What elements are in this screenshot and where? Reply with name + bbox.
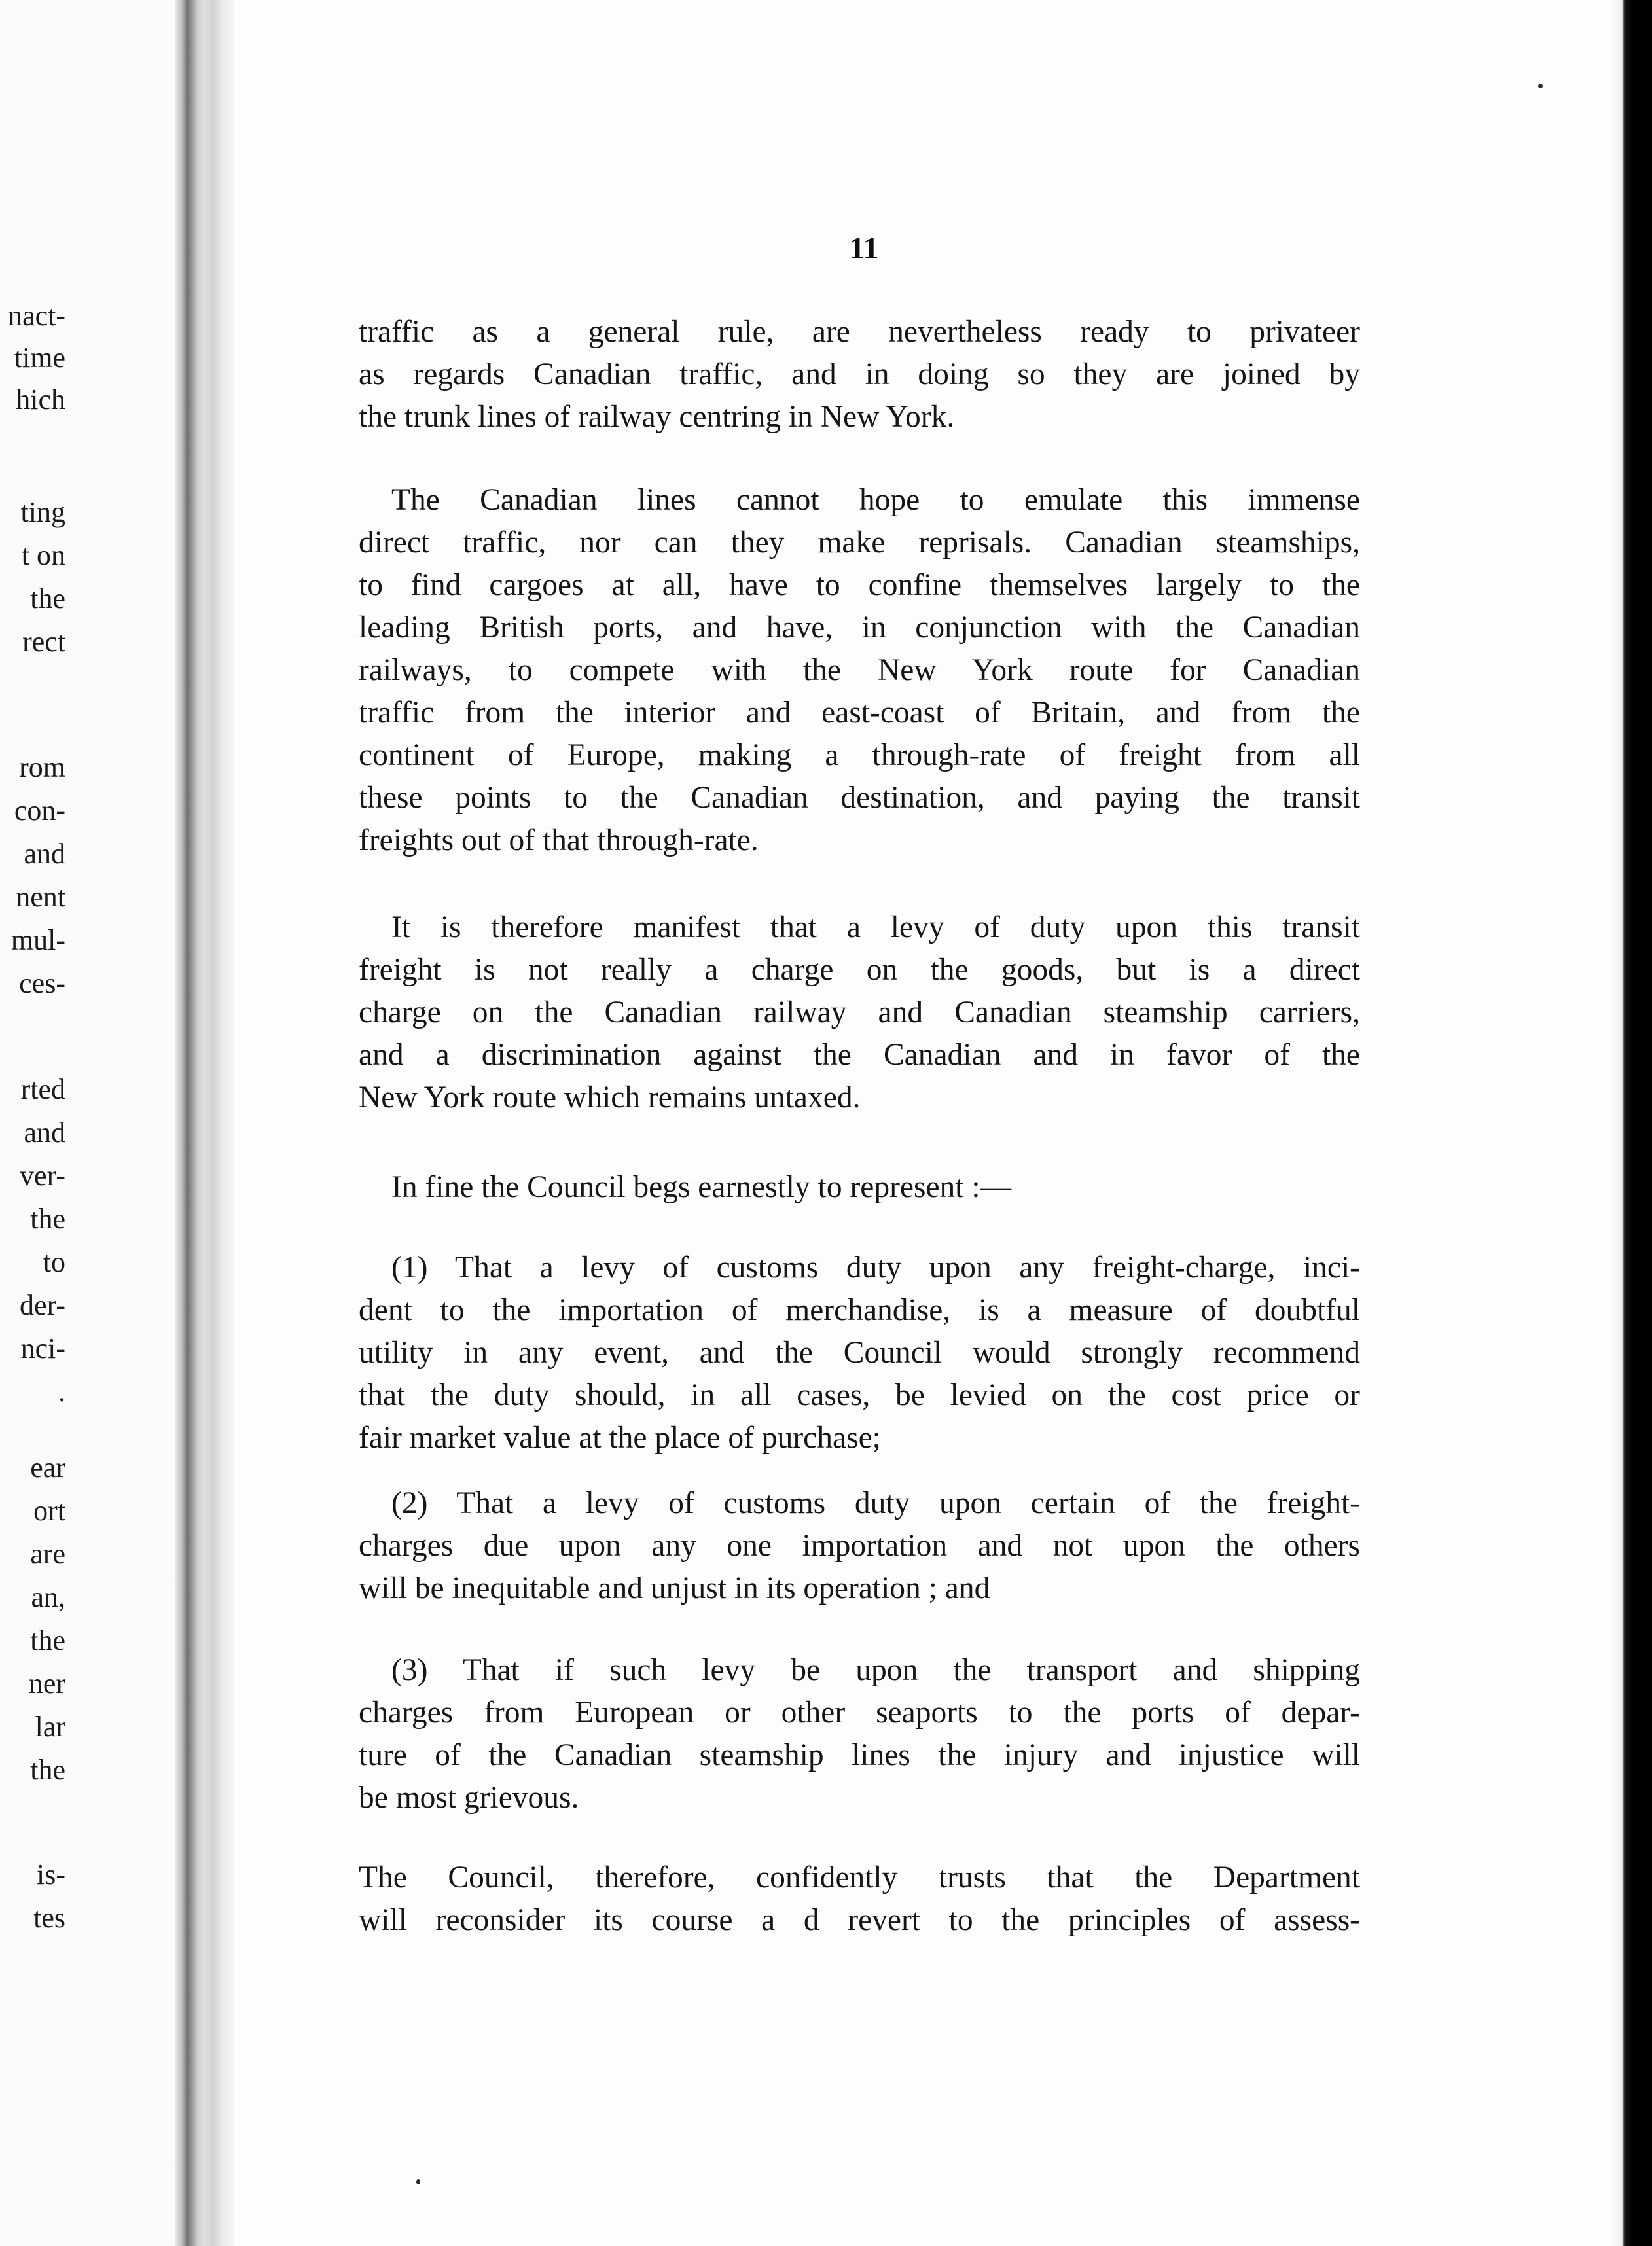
margin-fragment: are	[30, 1538, 65, 1570]
margin-fragment: ting	[20, 496, 65, 528]
facing-page-fragment	[0, 0, 191, 2246]
text-line: (2) That a levy of customs duty upon certain of the freight-	[391, 1486, 1360, 1520]
margin-fragment: the	[30, 1754, 65, 1786]
text-line: It is therefore manifest that a levy of duty upon this transit	[391, 910, 1360, 944]
margin-fragment: ver-	[20, 1160, 65, 1192]
text-line: to find cargoes at all, have to confine themselves largely to the	[359, 568, 1360, 602]
margin-fragment: hich	[16, 383, 65, 416]
text-line: continent of Europe, making a through-rate of freight from all	[359, 738, 1360, 772]
margin-fragment: lar	[35, 1711, 65, 1743]
margin-fragment: ear	[30, 1452, 65, 1484]
margin-fragment: and	[24, 1116, 65, 1149]
text-line: freight is not really a charge on the goods, but is a direct	[359, 953, 1360, 987]
margin-fragment: der-	[20, 1289, 65, 1321]
text-line: charge on the Canadian railway and Canadian steamship carriers,	[359, 995, 1360, 1029]
text-line: leading British ports, and have, in conjunction with the Canadian	[359, 611, 1360, 645]
margin-fragment: t on	[21, 539, 65, 571]
margin-fragment: to	[43, 1246, 65, 1278]
paragraph	[359, 1857, 1360, 1942]
margin-fragment: tes	[33, 1902, 65, 1934]
margin-fragment: ort	[33, 1495, 65, 1527]
paragraph	[359, 906, 1360, 1119]
text-line: (3) That if such levy be upon the transport and shipping	[391, 1653, 1360, 1687]
text-line: New York route which remains untaxed.	[359, 1080, 861, 1114]
margin-fragment: .	[58, 1376, 65, 1408]
text-line: charges from European or other seaports to the ports of depar-	[359, 1696, 1360, 1730]
margin-fragment: rect	[22, 626, 65, 658]
scan-speck	[416, 2179, 420, 2184]
margin-fragment: the	[30, 1624, 65, 1656]
text-line: will reconsider its course a d revert to the principles of assess-	[359, 1903, 1360, 1937]
margin-fragment: nact-	[8, 300, 65, 332]
text-line: and a discrimination against the Canadian and in favor of the	[359, 1038, 1360, 1072]
text-line: traffic as a general rule, are nevertheless ready to privateer	[359, 315, 1360, 349]
text-line: ture of the Canadian steamship lines the injury and injustice will	[359, 1738, 1360, 1772]
text-line: In fine the Council begs earnestly to represent :—	[391, 1170, 1012, 1204]
margin-fragment: is-	[37, 1859, 65, 1891]
page-number: 11	[849, 231, 879, 266]
text-line: The Canadian lines cannot hope to emulate this immense	[391, 483, 1360, 517]
margin-fragment: con-	[14, 794, 65, 827]
margin-fragment: mul-	[10, 924, 65, 956]
text-line: direct traffic, nor can they make reprisals. Canadian steamships,	[359, 526, 1360, 560]
text-line: utility in any event, and the Council would strongly recommend	[359, 1336, 1360, 1370]
text-line: as regards Canadian traffic, and in doing so they are joined by	[359, 357, 1360, 391]
scan-speck	[1538, 84, 1543, 88]
text-line: be most grievous.	[359, 1781, 579, 1815]
scan-border	[1610, 0, 1652, 2246]
margin-fragment: rted	[20, 1073, 65, 1105]
margin-fragment: nent	[16, 881, 65, 913]
margin-fragment: an,	[31, 1581, 65, 1613]
text-line: fair market value at the place of purchase;	[359, 1421, 881, 1455]
margin-fragment: the	[30, 1203, 65, 1235]
margin-fragment: ces-	[19, 967, 65, 999]
numbered-clause	[359, 1649, 1360, 1819]
text-line: dent to the importation of merchandise, is a measure of doubtful	[359, 1293, 1360, 1327]
text-line: charges due upon any one importation and not upon the others	[359, 1529, 1360, 1563]
margin-fragment: nci-	[20, 1332, 65, 1364]
margin-fragment: time	[14, 342, 65, 374]
text-line: that the duty should, in all cases, be levied on the cost price or	[359, 1378, 1360, 1412]
paragraph	[359, 311, 1360, 438]
text-line: The Council, therefore, confidently trusts that the Department	[359, 1861, 1360, 1895]
text-line: the trunk lines of railway centring in New York.	[359, 400, 955, 434]
numbered-clause	[359, 1482, 1360, 1610]
text-line: railways, to compete with the New York route for Canadian	[359, 653, 1360, 687]
text-line: traffic from the interior and east-coast of Britain, and from the	[359, 696, 1360, 730]
paragraph	[359, 1166, 1360, 1209]
text-line: will be inequitable and unjust in its operation ; and	[359, 1571, 990, 1605]
margin-fragment: the	[30, 582, 65, 615]
paragraph	[359, 479, 1360, 862]
book-gutter	[175, 0, 234, 2246]
numbered-clause	[359, 1247, 1360, 1459]
text-line: these points to the Canadian destination, and paying the transit	[359, 781, 1360, 815]
margin-fragment: rom	[19, 751, 65, 783]
margin-fragment: and	[24, 838, 65, 870]
text-line: (1) That a levy of customs duty upon any freight-charge, inci-	[391, 1251, 1360, 1285]
text-line: freights out of that through-rate.	[359, 823, 759, 857]
margin-fragment: ner	[28, 1667, 65, 1700]
